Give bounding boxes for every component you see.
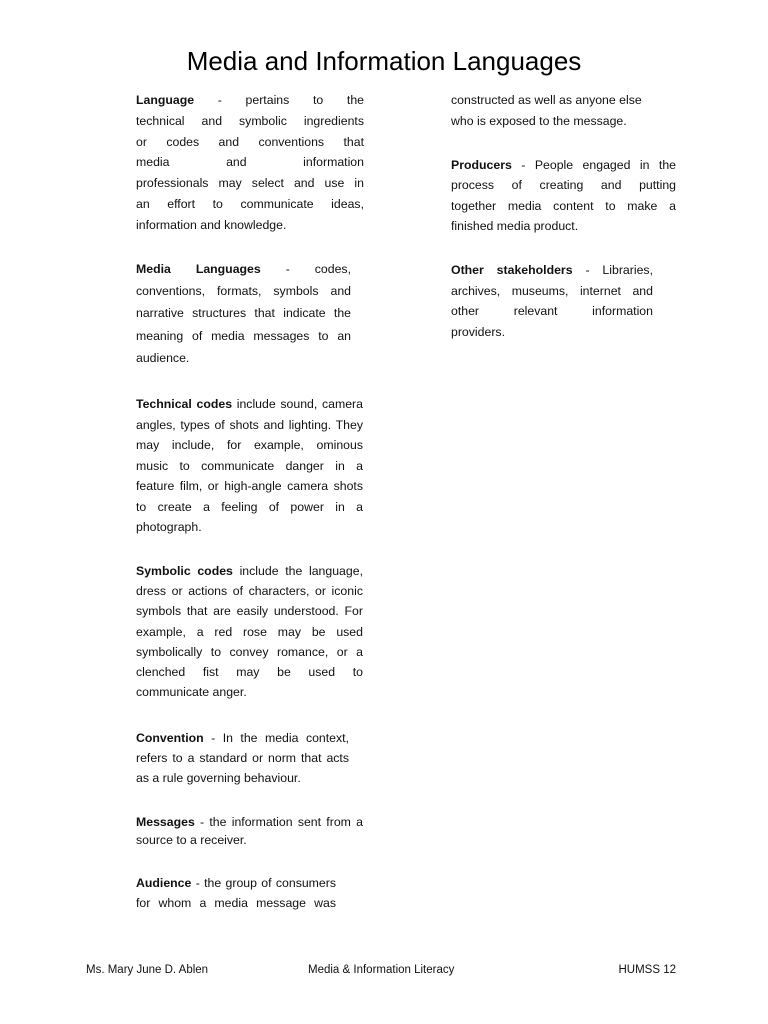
paragraph-line [136,873,336,893]
footer-subject: Media & Information Literacy [308,964,455,976]
paragraph-line: as a rule governing behaviour. [136,771,301,785]
paragraph-line: or codes and conventions that [136,134,364,149]
term-messages: Messages [136,815,195,829]
paragraph-line: who is exposed to the message. [451,114,627,128]
paragraph-line: process of creating and putting [451,178,676,193]
term-audience: Audience [136,876,192,890]
paragraph-line: media and information [136,155,364,170]
paragraph-line: symbolically to convey romance, or a [136,644,363,659]
page-title: Media and Information Languages [186,46,582,76]
paragraph-line: technical and symbolic ingredients [136,113,364,128]
paragraph-line: an effort to communicate ideas, [136,196,364,211]
term-producers: Producers [451,158,512,172]
paragraph-line: for whom a media message was [136,896,336,910]
line-text: - the information sent from a [200,815,363,829]
line-text: include the language, [239,564,363,578]
footer-grade: HUMSS 12 [618,964,676,976]
paragraph-line: conventions, formats, symbols and [136,284,351,299]
definition-symbolic-codes [136,561,363,702]
definition-producers [451,155,676,236]
paragraph-line: angles, types of shots and lighting. They [136,417,363,432]
paragraph-line: may include, for example, ominous [136,438,363,452]
paragraph-line: narrative structures that indicate the [136,306,351,321]
term-technical-codes: Technical codes [136,397,233,411]
paragraph-line: communicate anger. [136,685,247,700]
paragraph-line: music to communicate danger in a [136,458,363,473]
term-language: Language [136,93,195,107]
line-text: - Libraries, [585,263,653,277]
definition-media-languages [136,258,351,369]
definition-language [136,90,364,236]
line-text: - the group of consumers [195,876,337,890]
paragraph-line: meaning of media messages to an [136,328,351,343]
paragraph-line: finished media product. [451,218,579,233]
line-text: - People engaged in the [521,158,676,172]
definition-other-stakeholders [451,260,653,343]
paragraph-line: refers to a standard or norm that acts [136,751,349,765]
term-media-languages: Media Languages [136,262,261,276]
paragraph-line: dress or actions of characters, or iconic [136,584,363,599]
paragraph-line: together media content to make a [451,198,676,213]
paragraph-line: source to a receiver. [136,833,247,847]
paragraph-line: professionals may select and use in [136,176,364,191]
paragraph-line [136,728,349,748]
term-symbolic-codes: Symbolic codes [136,564,233,578]
definition-technical-codes [136,394,363,538]
paragraph-line: audience. [136,350,190,365]
paragraph-line: photograph. [136,520,202,534]
footer-author: Ms. Mary June D. Ablen [86,964,209,976]
line-text: - In the media context, [211,731,350,745]
term-convention: Convention [136,731,204,745]
paragraph-line [136,561,363,581]
term-other-stakeholders: Other stakeholders [451,263,573,277]
definition-audience [136,873,336,913]
paragraph-line: feature film, or high-angle camera shots [136,479,363,493]
paragraph-line: information and knowledge. [136,217,287,232]
paragraph-line [136,813,363,831]
line-text: include sound, camera [236,397,363,411]
paragraph-line: to create a feeling of power in a [136,499,363,514]
definition-audience-continued [451,90,676,132]
paragraph-line: symbols that are easily understood. For [136,604,363,619]
paragraph-line: clenched fist may be used to [136,665,363,680]
paragraph-line [451,155,676,175]
paragraph-line [136,258,351,280]
paragraph-line: archives, museums, internet and [451,283,653,298]
paragraph-line [451,260,653,281]
paragraph-line: example, a red rose may be used [136,624,363,639]
line-text: - pertains to the [217,93,364,107]
definition-messages [136,813,363,849]
paragraph-line: constructed as well as anyone else [451,93,642,107]
definition-convention [136,728,349,788]
paragraph-line [136,394,363,415]
paragraph-line: providers. [451,325,505,340]
line-text: - codes, [285,262,351,276]
paragraph-line [136,90,364,111]
paragraph-line: other relevant information [451,304,653,319]
